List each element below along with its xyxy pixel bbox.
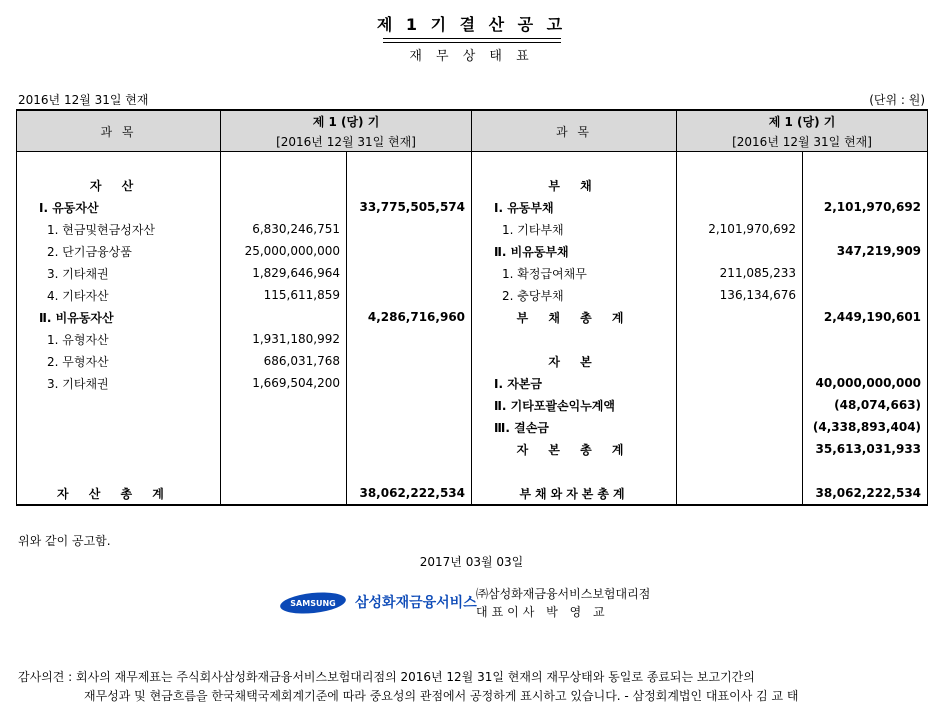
right-total-amount-cell: 38,062,222,534 xyxy=(803,482,928,505)
subject-header-left: 과 목 xyxy=(17,110,221,152)
left-account-cell: 2. 무형자산 xyxy=(17,350,221,372)
subject-header-right: 과 목 xyxy=(472,110,677,152)
table-row xyxy=(17,438,928,460)
table-row xyxy=(17,174,928,196)
left-account-cell xyxy=(17,394,221,416)
right-total-amount-cell xyxy=(803,262,928,284)
right-account-cell: Ⅱ. 기타포괄손익누계액 xyxy=(472,394,677,416)
left-total-amount-cell: 33,775,505,574 xyxy=(347,196,472,218)
table-row xyxy=(17,240,928,262)
announcement-note: 위와 같이 공고함. xyxy=(18,534,111,548)
right-detail-amount-cell xyxy=(677,152,803,175)
right-total-amount-cell: 40,000,000,000 xyxy=(803,372,928,394)
left-total-amount-cell: 38,062,222,534 xyxy=(347,482,472,505)
table-row xyxy=(17,416,928,438)
table-row xyxy=(17,372,928,394)
left-detail-amount-cell: 6,830,246,751 xyxy=(221,218,347,240)
left-account-cell: 1. 현금및현금성자산 xyxy=(17,218,221,240)
right-account-cell: 1. 기타부채 xyxy=(472,218,677,240)
audit-opinion-line2: 재무성과 및 현금흐름을 한국채택국제회계기준에 따라 중요성의 관점에서 공정하게 표시하고 있습니다. - 삼정회계법인 대표이사 김 교 태 xyxy=(84,689,799,703)
right-detail-amount-cell xyxy=(677,460,803,482)
left-detail-amount-cell: 25,000,000,000 xyxy=(221,240,347,262)
right-detail-amount-cell xyxy=(677,174,803,196)
left-account-cell xyxy=(17,460,221,482)
left-total-amount-cell xyxy=(347,394,472,416)
left-total-amount-cell xyxy=(347,152,472,175)
right-detail-amount-cell xyxy=(677,350,803,372)
right-account-cell: 부 채 xyxy=(472,174,677,196)
audit-opinion-line1: 감사의견 : 회사의 재무제표는 주식회사삼성화재금융서비스보험대리점의 2016년 12월 31일 현재의 재무상태와 동일로 종료되는 보고기간의 xyxy=(18,670,755,684)
right-total-amount-cell xyxy=(803,350,928,372)
right-detail-amount-cell xyxy=(677,328,803,350)
right-account-cell: Ⅰ. 자본금 xyxy=(472,372,677,394)
left-total-amount-cell xyxy=(347,460,472,482)
table-row xyxy=(17,328,928,350)
left-detail-amount-cell xyxy=(221,460,347,482)
left-total-amount-cell xyxy=(347,372,472,394)
table-row xyxy=(17,394,928,416)
table-row xyxy=(17,306,928,328)
table-row xyxy=(17,350,928,372)
left-total-amount-cell xyxy=(347,328,472,350)
left-account-cell xyxy=(17,438,221,460)
statement-subtitle: 재 무 상 태 표 xyxy=(409,49,534,64)
table-row xyxy=(17,196,928,218)
right-detail-amount-cell xyxy=(677,394,803,416)
right-account-cell: 자 본 총 계 xyxy=(472,438,677,460)
right-total-amount-cell: (4,338,893,404) xyxy=(803,416,928,438)
right-account-cell: 1. 확정급여채무 xyxy=(472,262,677,284)
right-detail-amount-cell xyxy=(677,416,803,438)
left-detail-amount-cell xyxy=(221,152,347,175)
left-total-amount-cell xyxy=(347,416,472,438)
left-total-amount-cell xyxy=(347,438,472,460)
title-underline xyxy=(383,38,561,43)
right-total-amount-cell: 2,449,190,601 xyxy=(803,306,928,328)
period-header-right: 제 1 (당) 기 xyxy=(677,110,928,131)
samsung-logo xyxy=(279,592,347,614)
right-total-amount-cell xyxy=(803,174,928,196)
table-row xyxy=(17,152,928,175)
company-name: ㈜삼성화재금융서비스보험대리점 xyxy=(476,587,651,601)
left-detail-amount-cell: 1,669,504,200 xyxy=(221,372,347,394)
left-detail-amount-cell xyxy=(221,394,347,416)
right-account-cell: 2. 충당부채 xyxy=(472,284,677,306)
right-account-cell: 자 본 xyxy=(472,350,677,372)
period-date-right: [2016년 12월 31일 현재] xyxy=(677,131,928,152)
left-total-amount-cell xyxy=(347,350,472,372)
right-total-amount-cell xyxy=(803,218,928,240)
right-account-cell xyxy=(472,460,677,482)
right-detail-amount-cell: 211,085,233 xyxy=(677,262,803,284)
period-header-left: 제 1 (당) 기 xyxy=(221,110,472,131)
right-account-cell: 부채와자본총계 xyxy=(472,482,677,505)
table-row xyxy=(17,284,928,306)
right-total-amount-cell: 35,613,031,933 xyxy=(803,438,928,460)
table-header-row xyxy=(17,110,928,131)
table-row xyxy=(17,482,928,505)
left-detail-amount-cell: 1,829,646,964 xyxy=(221,262,347,284)
right-account-cell: Ⅲ. 결손금 xyxy=(472,416,677,438)
left-total-amount-cell: 4,286,716,960 xyxy=(347,306,472,328)
right-detail-amount-cell xyxy=(677,372,803,394)
left-detail-amount-cell xyxy=(221,174,347,196)
right-total-amount-cell xyxy=(803,460,928,482)
left-account-cell: 1. 유형자산 xyxy=(17,328,221,350)
right-detail-amount-cell xyxy=(677,306,803,328)
right-account-cell: 부 채 총 계 xyxy=(472,306,677,328)
left-account-cell: 2. 단기금융상품 xyxy=(17,240,221,262)
left-account-cell xyxy=(17,152,221,175)
left-account-cell: 3. 기타채권 xyxy=(17,262,221,284)
left-total-amount-cell xyxy=(347,262,472,284)
right-total-amount-cell xyxy=(803,152,928,175)
right-account-cell xyxy=(472,328,677,350)
left-account-cell: 3. 기타채권 xyxy=(17,372,221,394)
left-total-amount-cell xyxy=(347,218,472,240)
left-total-amount-cell xyxy=(347,240,472,262)
left-account-cell xyxy=(17,416,221,438)
brand-name: 삼성화재금융서비스 xyxy=(355,595,477,611)
right-detail-amount-cell: 2,101,970,692 xyxy=(677,218,803,240)
right-total-amount-cell: 347,219,909 xyxy=(803,240,928,262)
table-row xyxy=(17,218,928,240)
right-total-amount-cell xyxy=(803,284,928,306)
left-detail-amount-cell: 1,931,180,992 xyxy=(221,328,347,350)
table-row xyxy=(17,262,928,284)
right-account-cell: Ⅱ. 비유동부채 xyxy=(472,240,677,262)
representative: 대표이사 박 영 교 xyxy=(476,605,609,619)
right-detail-amount-cell: 136,134,676 xyxy=(677,284,803,306)
right-account-cell xyxy=(472,152,677,175)
left-account-cell: Ⅱ. 비유동자산 xyxy=(17,306,221,328)
left-account-cell: 4. 기타자산 xyxy=(17,284,221,306)
left-account-cell: 자 산 총 계 xyxy=(17,482,221,505)
right-total-amount-cell: 2,101,970,692 xyxy=(803,196,928,218)
period-date-left: [2016년 12월 31일 현재] xyxy=(221,131,472,152)
right-detail-amount-cell xyxy=(677,438,803,460)
right-total-amount-cell xyxy=(803,328,928,350)
left-detail-amount-cell xyxy=(221,416,347,438)
table-row xyxy=(17,460,928,482)
left-total-amount-cell xyxy=(347,174,472,196)
left-detail-amount-cell: 115,611,859 xyxy=(221,284,347,306)
announcement-date: 2017년 03월 03일 xyxy=(419,555,524,569)
left-detail-amount-cell xyxy=(221,306,347,328)
announcement-title: 제 1 기 결 산 공 고 xyxy=(376,15,567,34)
right-detail-amount-cell xyxy=(677,240,803,262)
right-detail-amount-cell xyxy=(677,196,803,218)
left-total-amount-cell xyxy=(347,284,472,306)
right-account-cell: Ⅰ. 유동부채 xyxy=(472,196,677,218)
left-detail-amount-cell xyxy=(221,438,347,460)
balance-sheet-table xyxy=(16,109,928,506)
unit-label: (단위 : 원) xyxy=(869,93,925,107)
left-account-cell: Ⅰ. 유동자산 xyxy=(17,196,221,218)
left-detail-amount-cell: 686,031,768 xyxy=(221,350,347,372)
left-account-cell: 자 산 xyxy=(17,174,221,196)
left-detail-amount-cell xyxy=(221,482,347,505)
as-of-date: 2016년 12월 31일 현재 xyxy=(18,93,149,107)
right-detail-amount-cell xyxy=(677,482,803,505)
right-total-amount-cell: (48,074,663) xyxy=(803,394,928,416)
logo-text: SAMSUNG xyxy=(290,599,336,608)
left-detail-amount-cell xyxy=(221,196,347,218)
